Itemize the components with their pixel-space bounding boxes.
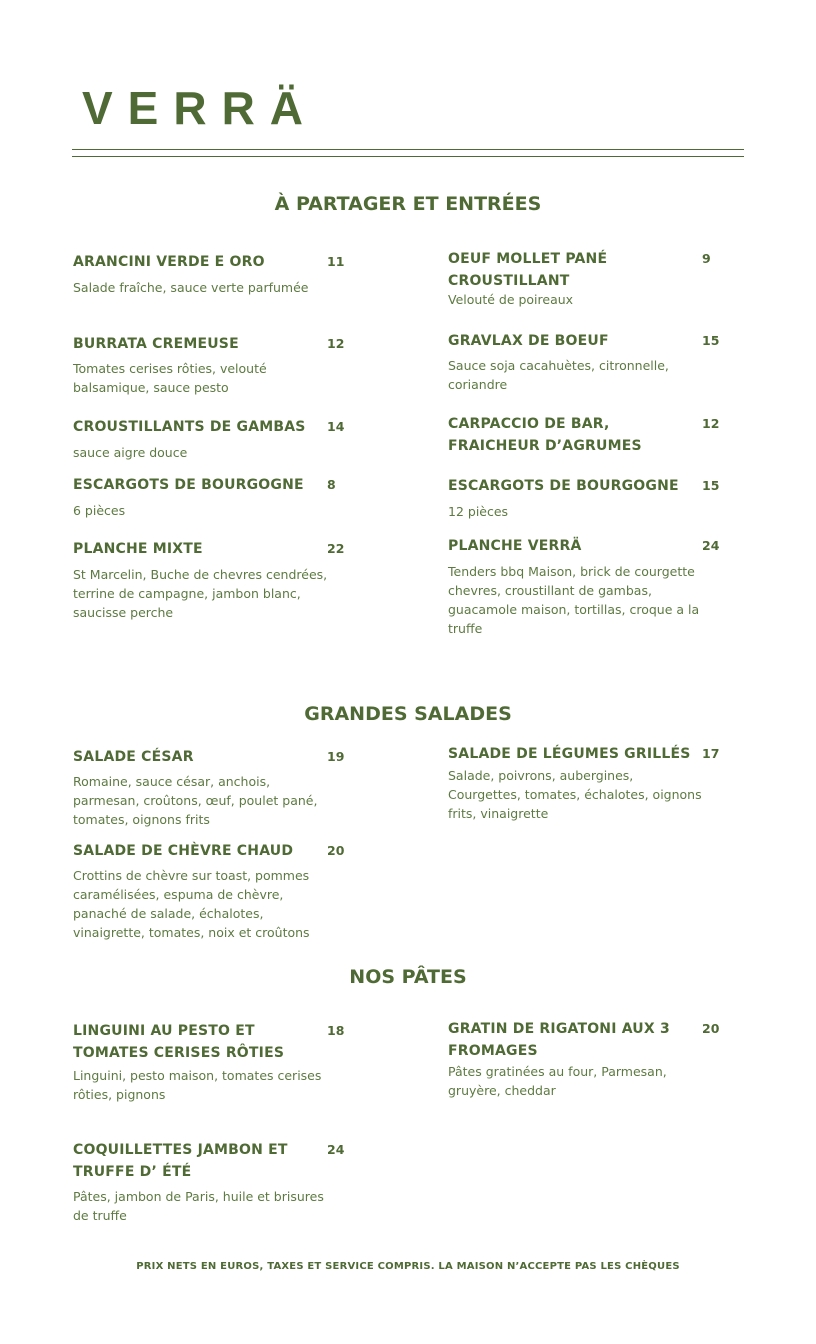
header-divider-bottom <box>72 156 744 157</box>
item-description: Pâtes, jambon de Paris, huile et brisures de truffe <box>73 1189 324 1223</box>
item-name: ESCARGOTS DE BOURGOGNE <box>73 477 304 493</box>
item-name: OEUF MOLLET PANÉ CROUSTILLANT <box>448 251 608 289</box>
section-title-pates: NOS PÂTES <box>349 966 467 988</box>
item-description: Tenders bbq Maison, brick de courgette chevres, croustillant de gambas, guacamole maison, tortillas, croque a la truffe <box>448 564 700 636</box>
item-price: 15 <box>702 478 720 493</box>
item-description: Tomates cerises rôties, velouté balsamique, sauce pesto <box>73 361 267 395</box>
item-name: SALADE DE CHÈVRE CHAUD <box>73 843 294 859</box>
section-title-salades: GRANDES SALADES <box>304 703 512 725</box>
item-price: 15 <box>702 333 720 348</box>
item-name: GRAVLAX DE BOEUF <box>448 333 609 349</box>
item-name: GRATIN DE RIGATONI AUX 3 FROMAGES <box>448 1021 670 1059</box>
item-price: 18 <box>327 1023 345 1038</box>
item-description: Salade, poivrons, aubergines, Courgettes, tomates, échalotes, oignons frits, vinaigrette <box>448 768 702 821</box>
item-price: 24 <box>327 1142 345 1157</box>
item-name: CARPACCIO DE BAR, FRAICHEUR D’AGRUMES <box>448 416 642 454</box>
item-description: sauce aigre douce <box>73 445 188 460</box>
item-price: 12 <box>702 416 720 431</box>
item-description: Velouté de poireaux <box>448 292 574 307</box>
item-description: Sauce soja cacahuètes, citronnelle, coriandre <box>448 358 669 392</box>
item-price: 17 <box>702 746 720 761</box>
footer-note: PRIX NETS EN EUROS, TAXES ET SERVICE COMPRIS. LA MAISON N’ACCEPTE PAS LES CHÈQUES <box>136 1261 680 1272</box>
item-price: 22 <box>327 541 345 556</box>
item-name: CROUSTILLANTS DE GAMBAS <box>73 419 306 435</box>
item-description: Romaine, sauce césar, anchois, parmesan, croûtons, œuf, poulet pané, tomates, oignons frits <box>73 774 318 827</box>
item-price: 24 <box>702 538 720 553</box>
item-name: BURRATA CREMEUSE <box>73 336 239 352</box>
item-name: SALADE CÉSAR <box>73 749 194 765</box>
item-name: PLANCHE VERRÄ <box>448 538 582 554</box>
item-name: LINGUINI AU PESTO ET TOMATES CERISES RÔTIES <box>73 1023 285 1061</box>
item-name: ESCARGOTS DE BOURGOGNE <box>448 478 679 494</box>
item-price: 12 <box>327 336 345 351</box>
item-price: 8 <box>327 477 336 492</box>
item-name: COQUILLETTES JAMBON ET TRUFFE D’ ÉTÉ <box>73 1142 288 1180</box>
item-name: ARANCINI VERDE E ORO <box>73 254 265 270</box>
item-price: 20 <box>327 843 345 858</box>
item-price: 14 <box>327 419 345 434</box>
item-description: 6 pièces <box>73 503 126 518</box>
item-description: Salade fraîche, sauce verte parfumée <box>73 280 309 295</box>
item-description: Linguini, pesto maison, tomates cerises rôties, pignons <box>73 1068 322 1102</box>
item-name: SALADE DE LÉGUMES GRILLÉS <box>448 746 691 762</box>
item-price: 20 <box>702 1021 720 1036</box>
section-title-partager: À PARTAGER ET ENTRÉES <box>274 193 542 215</box>
item-description: 12 pièces <box>448 504 509 519</box>
header-divider-top <box>72 149 744 150</box>
item-description: Pâtes gratinées au four, Parmesan, gruyère, cheddar <box>448 1064 667 1098</box>
item-description: Crottins de chèvre sur toast, pommes caramélisées, espuma de chèvre, panaché de salade, échalotes, vinaigrette, tomates, noix et croûtons <box>73 868 310 940</box>
item-price: 9 <box>702 251 711 266</box>
item-name: PLANCHE MIXTE <box>73 541 203 557</box>
item-price: 11 <box>327 254 345 269</box>
item-price: 19 <box>327 749 345 764</box>
item-description: St Marcelin, Buche de chevres cendrées, terrine de campagne, jambon blanc, saucisse perche <box>73 567 328 620</box>
brand-logo: VERRÄ <box>82 82 319 134</box>
